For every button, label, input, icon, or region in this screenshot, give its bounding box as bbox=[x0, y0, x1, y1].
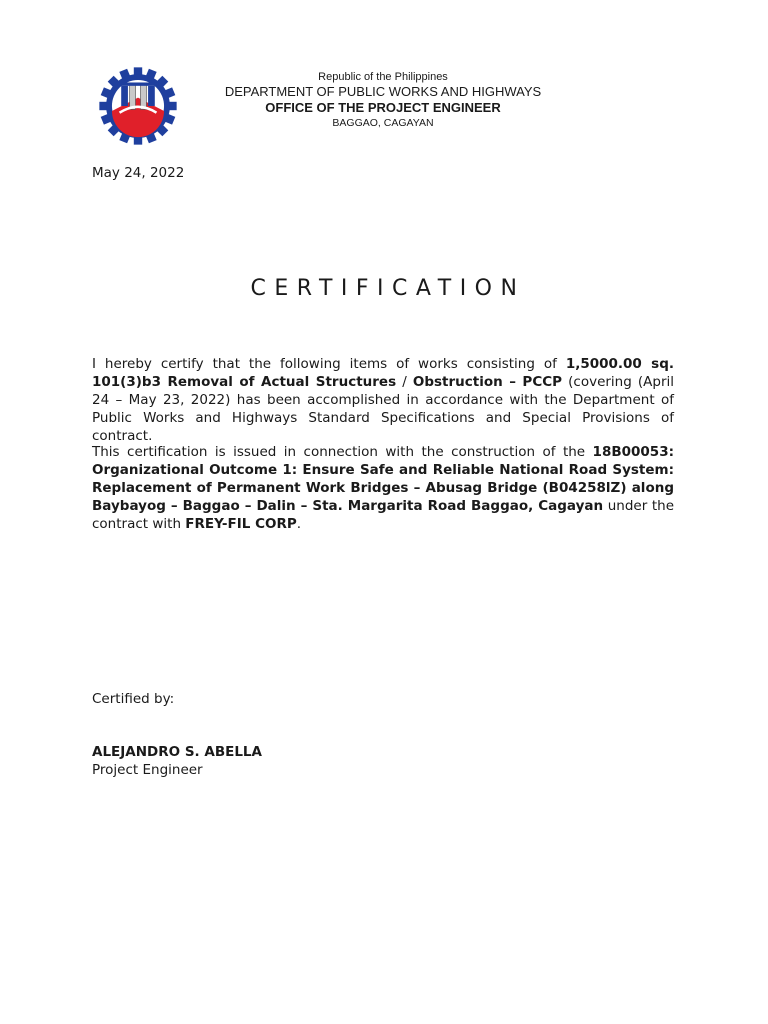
p2-text-2: under the contract with bbox=[92, 498, 674, 532]
letterhead-department: DEPARTMENT OF PUBLIC WORKS AND HIGHWAYS bbox=[224, 84, 542, 99]
letterhead bbox=[200, 70, 566, 130]
signatory-position: Project Engineer bbox=[92, 762, 203, 778]
letterhead-office: OFFICE OF THE PROJECT ENGINEER bbox=[265, 100, 501, 115]
paragraph-2 bbox=[92, 443, 674, 533]
signatory-name: ALEJANDRO S. ABELLA bbox=[92, 744, 262, 760]
p1-bold-1: 1,5000.00 sq. 101(3)b3 Removal of Actual Structures bbox=[92, 356, 674, 390]
p2-bold-1: 18B00053: Organizational Outcome 1: Ensure Safe and Reliable National Road System: Replacement of Permanent Work Bridges – Abusag Bridge (B04258lZ) along Baybayog – Baggao – Dalin – Sta. Margarita Road Baggao, Cagayan bbox=[92, 444, 674, 514]
document-title: CERTIFICATION bbox=[250, 276, 526, 301]
document-date: May 24, 2022 bbox=[92, 165, 185, 181]
p1-text-2: / bbox=[396, 374, 413, 390]
dpwh-seal-icon bbox=[96, 64, 180, 148]
p1-text-3: (covering (April 24 – May 23, 2022) has been accomplished in accordance with the Department of Public Works and Highways Standard Specifications and Special Provisions of contract. bbox=[92, 374, 674, 444]
certified-by-label: Certified by: bbox=[92, 691, 175, 707]
p1-bold-2: Obstruction – PCCP bbox=[412, 374, 563, 390]
p2-bold-2: FREY-FIL CORP bbox=[185, 516, 297, 532]
letterhead-republic: Republic of the Philippines bbox=[318, 71, 448, 83]
p2-text-1: This certification is issued in connection with the construction of the bbox=[92, 444, 593, 460]
p2-text-3: . bbox=[296, 516, 302, 532]
p1-text-1: I hereby certify that the following items of works consisting of bbox=[92, 356, 566, 372]
paragraph-1 bbox=[92, 355, 674, 445]
letterhead-location: BAGGAO, CAGAYAN bbox=[332, 117, 434, 129]
